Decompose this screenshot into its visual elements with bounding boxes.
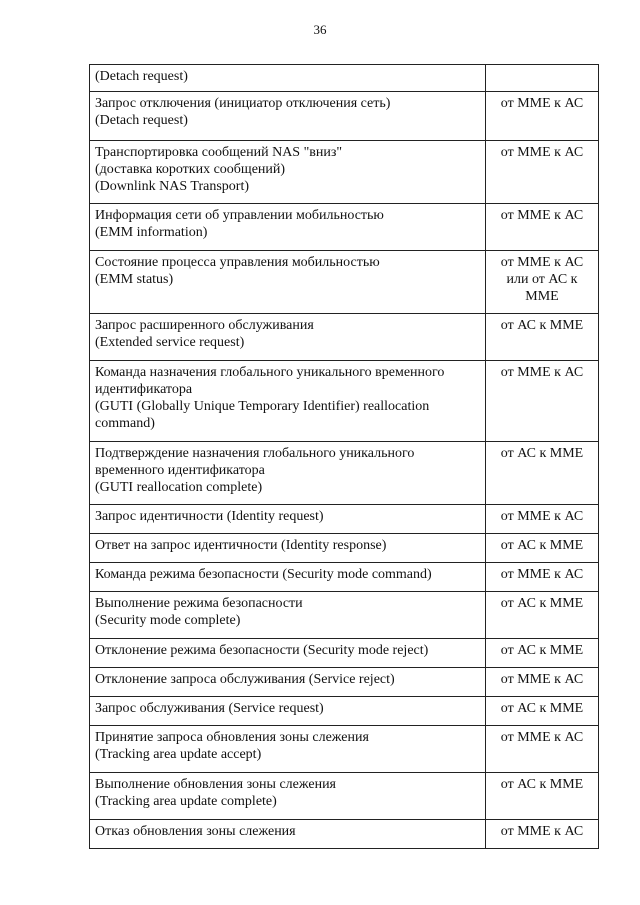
message-name-cell	[90, 534, 486, 563]
message-name-line: Запрос расширенного обслуживания	[95, 318, 314, 333]
table-row	[90, 141, 599, 204]
table-row	[90, 505, 599, 534]
message-name-line: Отклонение запроса обслуживания (Service reject)	[95, 672, 395, 687]
table-row	[90, 668, 599, 697]
table-body	[90, 65, 599, 849]
message-name-line: Подтверждение назначения глобального уникального временного идентификатора	[95, 446, 415, 478]
message-name-line: (Extended service request)	[95, 335, 245, 350]
direction-cell: от MME к АС	[486, 820, 599, 849]
message-name-line: (Tracking area update accept)	[95, 747, 262, 762]
direction-cell: от АС к MME	[486, 639, 599, 668]
table-row	[90, 773, 599, 820]
message-name-line: Команда режима безопасности (Security mode command)	[95, 567, 432, 582]
message-name-cell	[90, 563, 486, 592]
message-name-line: (Downlink NAS Transport)	[95, 179, 250, 194]
direction-cell: от АС к MME	[486, 534, 599, 563]
table-row	[90, 314, 599, 361]
message-name-line: Ответ на запрос идентичности (Identity response)	[95, 538, 387, 553]
message-name-cell	[90, 726, 486, 773]
message-name-line: (GUTI (Globally Unique Temporary Identifier) reallocation command)	[95, 399, 430, 431]
direction-cell: от АС к MME	[486, 592, 599, 639]
message-name-cell	[90, 668, 486, 697]
message-name-line: (GUTI reallocation complete)	[95, 480, 263, 495]
message-name-cell	[90, 442, 486, 505]
message-name-line: Запрос идентичности (Identity request)	[95, 509, 324, 524]
direction-cell: от АС к MME	[486, 773, 599, 820]
direction-cell: от АС к MME	[486, 697, 599, 726]
table-row	[90, 92, 599, 141]
message-name-line: (Security mode complete)	[95, 613, 241, 628]
message-name-line: Запрос обслуживания (Service request)	[95, 701, 324, 716]
message-name-line: (EMM status)	[95, 272, 174, 287]
message-name-line: Принятие запроса обновления зоны слежения	[95, 730, 369, 745]
message-direction-table	[89, 64, 599, 849]
message-name-cell	[90, 92, 486, 141]
message-name-line: Выполнение режима безопасности	[95, 596, 303, 611]
message-name-cell	[90, 65, 486, 92]
message-name-cell	[90, 251, 486, 314]
table-row	[90, 820, 599, 849]
table-row	[90, 204, 599, 251]
direction-cell: от MME к АС	[486, 505, 599, 534]
message-name-line: Команда назначения глобального уникального временного идентификатора	[95, 365, 445, 397]
table-row	[90, 592, 599, 639]
message-name-cell	[90, 639, 486, 668]
message-name-cell	[90, 361, 486, 442]
table-row	[90, 361, 599, 442]
direction-cell: от MME к АС	[486, 563, 599, 592]
message-name-line: (Detach request)	[95, 113, 188, 128]
message-name-line: Запрос отключения (инициатор отключения сеть)	[95, 96, 391, 111]
direction-cell: от MME к АС	[486, 204, 599, 251]
direction-cell: от АС к MME	[486, 442, 599, 505]
message-name-cell	[90, 505, 486, 534]
table-row	[90, 65, 599, 92]
direction-cell: от MME к АС	[486, 92, 599, 141]
direction-cell: от MME к АС	[486, 726, 599, 773]
message-name-line: Отказ обновления зоны слежения	[95, 824, 296, 839]
message-name-line: Отклонение режима безопасности (Security mode reject)	[95, 643, 429, 658]
table-row	[90, 726, 599, 773]
message-name-cell	[90, 141, 486, 204]
direction-cell: от MME к АС	[486, 361, 599, 442]
message-name-line: (доставка коротких сообщений)	[95, 162, 286, 177]
direction-cell: от MME к АС или от АС к MME	[486, 251, 599, 314]
table-row	[90, 697, 599, 726]
message-name-cell	[90, 773, 486, 820]
table-row	[90, 251, 599, 314]
message-name-line: (Detach request)	[95, 69, 188, 84]
table-row	[90, 442, 599, 505]
message-name-cell	[90, 314, 486, 361]
message-name-line: Транспортировка сообщений NAS "вниз"	[95, 145, 343, 160]
message-name-line: Состояние процесса управления мобильностью	[95, 255, 380, 270]
message-name-line: Выполнение обновления зоны слежения	[95, 777, 336, 792]
message-name-cell	[90, 820, 486, 849]
direction-cell: от АС к MME	[486, 314, 599, 361]
message-name-line: Информация сети об управлении мобильностью	[95, 208, 384, 223]
message-name-line: (Tracking area update complete)	[95, 794, 277, 809]
page-number: 36	[313, 22, 327, 37]
direction-cell	[486, 65, 599, 92]
message-name-cell	[90, 592, 486, 639]
table-row	[90, 563, 599, 592]
message-name-line: (EMM information)	[95, 225, 208, 240]
direction-cell: от MME к АС	[486, 668, 599, 697]
table-row	[90, 534, 599, 563]
message-name-cell	[90, 204, 486, 251]
table-row	[90, 639, 599, 668]
direction-cell: от MME к АС	[486, 141, 599, 204]
message-name-cell	[90, 697, 486, 726]
